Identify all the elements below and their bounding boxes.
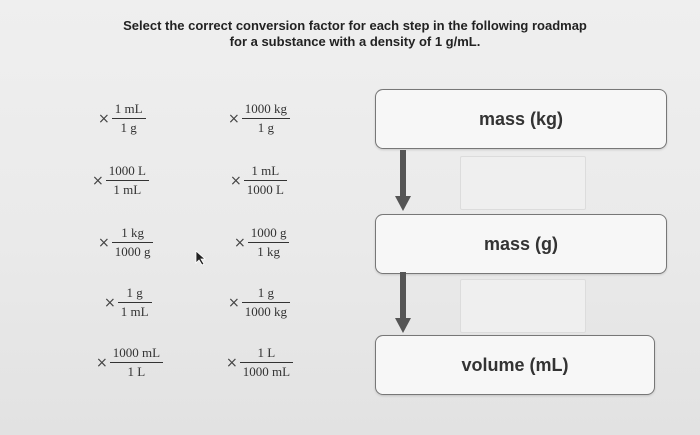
- denominator: 1 mL: [113, 182, 142, 197]
- fraction: [106, 164, 149, 197]
- conversion-drop-slot-1[interactable]: [460, 156, 586, 210]
- roadmap-box-volume-ml: [375, 335, 655, 395]
- numerator: 1 mL: [251, 163, 280, 178]
- factor-1kg-per-1000g[interactable]: [98, 226, 153, 259]
- denominator: 1 mL: [120, 304, 149, 319]
- factor-1ml-per-1000l[interactable]: [230, 164, 287, 197]
- instructions-line-2: for a substance with a density of 1 g/mL.: [229, 34, 481, 49]
- fraction: [242, 286, 290, 319]
- numerator: 1000 L: [108, 163, 146, 178]
- factor-1l-per-1000ml[interactable]: [226, 346, 293, 379]
- factor-1000g-per-1kg[interactable]: [234, 226, 289, 259]
- numerator: 1 kg: [121, 225, 144, 240]
- denominator: 1000 kg: [244, 304, 287, 319]
- times-symbol: ×: [230, 172, 242, 189]
- instructions-line-1: Select the correct conversion factor for each step in the following roadmap: [123, 18, 587, 33]
- fraction: [240, 346, 293, 379]
- roadmap-box-mass-kg: [375, 89, 667, 149]
- conversion-drop-slot-2[interactable]: [460, 279, 586, 333]
- fraction: [112, 226, 154, 259]
- times-symbol: ×: [226, 354, 238, 371]
- mouse-cursor-icon: [193, 250, 207, 266]
- denominator: 1 g: [257, 120, 274, 135]
- numerator: 1 g: [257, 285, 274, 300]
- roadmap-box-label: mass (g): [483, 233, 559, 254]
- times-symbol: ×: [228, 110, 240, 127]
- denominator: 1000 L: [246, 182, 284, 197]
- times-symbol: ×: [234, 234, 246, 251]
- factor-1ml-per-1g[interactable]: [98, 102, 146, 135]
- fraction: [244, 164, 287, 197]
- factor-1g-per-1000kg[interactable]: [228, 286, 290, 319]
- numerator: 1 g: [126, 285, 143, 300]
- instructions: [120, 18, 590, 50]
- fraction: [248, 226, 290, 259]
- numerator: 1 L: [257, 345, 276, 360]
- denominator: 1 L: [127, 364, 146, 379]
- roadmap-box-label: volume (mL): [461, 354, 569, 375]
- factor-1000kg-per-1g[interactable]: [228, 102, 290, 135]
- denominator: 1 kg: [257, 244, 280, 259]
- down-arrow-icon: [394, 150, 412, 212]
- numerator: 1 mL: [114, 101, 143, 116]
- fraction: [110, 346, 163, 379]
- factor-1g-per-1ml[interactable]: [104, 286, 152, 319]
- numerator: 1000 g: [250, 225, 287, 240]
- down-arrow-icon: [394, 272, 412, 334]
- fraction: [112, 102, 146, 135]
- numerator: 1000 mL: [112, 345, 161, 360]
- denominator: 1000 mL: [242, 364, 291, 379]
- factor-1000ml-per-1l[interactable]: [96, 346, 163, 379]
- times-symbol: ×: [104, 294, 116, 311]
- fraction: [118, 286, 152, 319]
- denominator: 1000 g: [114, 244, 151, 259]
- factor-1000l-per-1ml[interactable]: [92, 164, 149, 197]
- numerator: 1000 kg: [244, 101, 287, 116]
- denominator: 1 g: [120, 120, 137, 135]
- times-symbol: ×: [98, 110, 110, 127]
- times-symbol: ×: [92, 172, 104, 189]
- fraction: [242, 102, 290, 135]
- times-symbol: ×: [98, 234, 110, 251]
- times-symbol: ×: [96, 354, 108, 371]
- roadmap-box-mass-g: [375, 214, 667, 274]
- roadmap-box-label: mass (kg): [478, 108, 564, 129]
- times-symbol: ×: [228, 294, 240, 311]
